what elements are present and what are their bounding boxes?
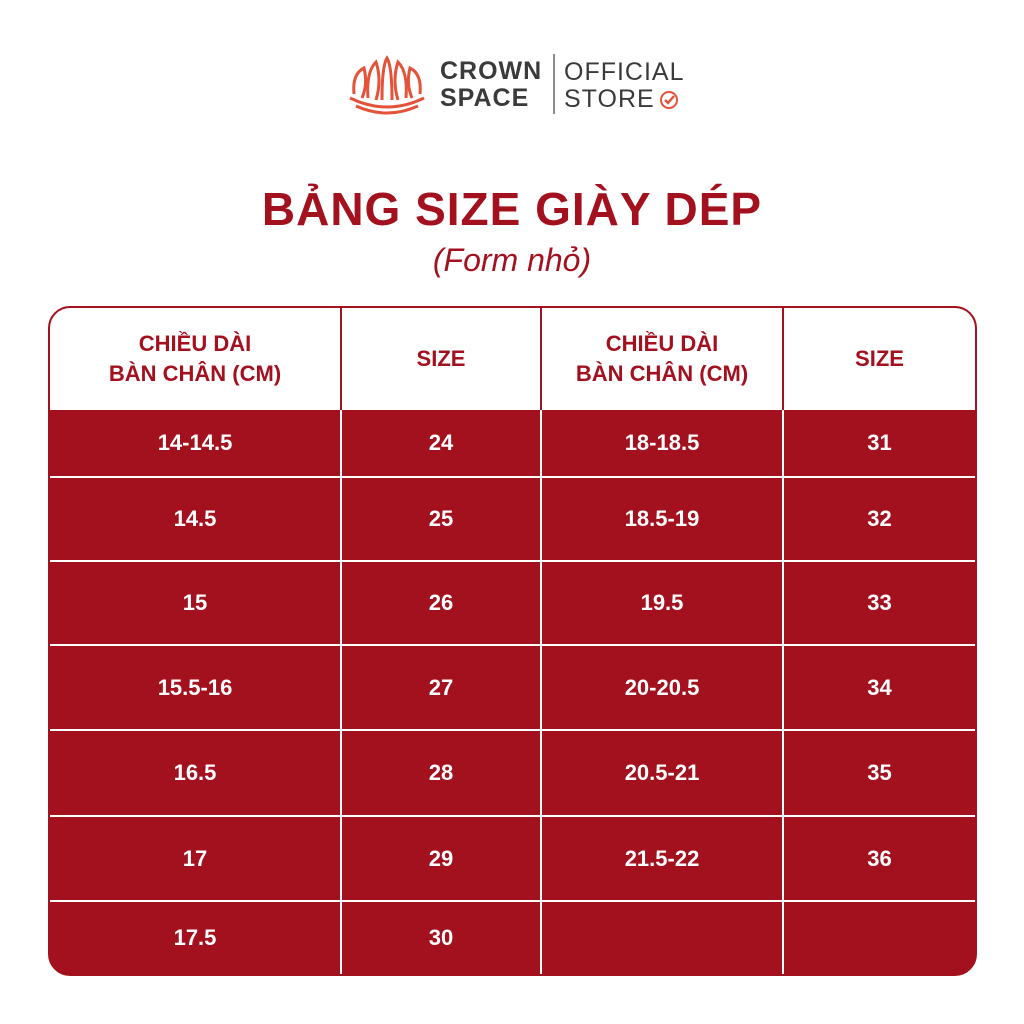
table-cell: 19.5 — [542, 560, 784, 644]
table-cell: 25 — [342, 476, 542, 560]
table-cell: 15 — [50, 560, 342, 644]
brand-name-line1: CROWN — [440, 57, 543, 85]
table-cell: 33 — [784, 560, 975, 644]
table-cell: 34 — [784, 644, 975, 729]
brand-name-line2: SPACE — [440, 84, 530, 112]
brand-header — [340, 50, 700, 120]
table-cell: 15.5-16 — [50, 644, 342, 729]
table-cell: 18-18.5 — [542, 410, 784, 476]
store-label-line1: OFFICIAL — [564, 58, 685, 86]
page-subtitle: (Form nhỏ) — [432, 242, 592, 278]
table-header-cell: SIZE — [784, 308, 975, 410]
table-header-cell: SIZE — [342, 308, 542, 410]
check-circle-icon — [659, 90, 679, 110]
table-cell: 17 — [50, 815, 342, 900]
table-cell — [542, 900, 784, 974]
table-cell: 31 — [784, 410, 975, 476]
table-cell: 35 — [784, 729, 975, 815]
table-cell: 32 — [784, 476, 975, 560]
table-cell — [784, 900, 975, 974]
table-cell: 18.5-19 — [542, 476, 784, 560]
table-cell: 16.5 — [50, 729, 342, 815]
table-cell: 17.5 — [50, 900, 342, 974]
table-cell: 14.5 — [50, 476, 342, 560]
brand-name — [440, 58, 542, 112]
brand-divider — [553, 54, 555, 114]
table-cell: 36 — [784, 815, 975, 900]
crown-logo-icon — [344, 54, 430, 116]
table-cell: 20-20.5 — [542, 644, 784, 729]
table-cell: 29 — [342, 815, 542, 900]
table-cell: 14-14.5 — [50, 410, 342, 476]
page-title: BẢNG SIZE GIÀY DÉP — [261, 183, 763, 235]
table-cell: 24 — [342, 410, 542, 476]
size-table-grid — [50, 308, 975, 974]
table-cell: 27 — [342, 644, 542, 729]
size-table — [48, 306, 977, 976]
table-cell: 20.5-21 — [542, 729, 784, 815]
store-label-line2: STORE — [564, 85, 655, 113]
table-cell: 26 — [342, 560, 542, 644]
table-cell: 28 — [342, 729, 542, 815]
table-cell: 30 — [342, 900, 542, 974]
store-label — [564, 59, 685, 113]
table-header-cell: CHIỀU DÀI BÀN CHÂN (CM) — [50, 308, 342, 410]
table-header-cell: CHIỀU DÀI BÀN CHÂN (CM) — [542, 308, 784, 410]
table-cell: 21.5-22 — [542, 815, 784, 900]
